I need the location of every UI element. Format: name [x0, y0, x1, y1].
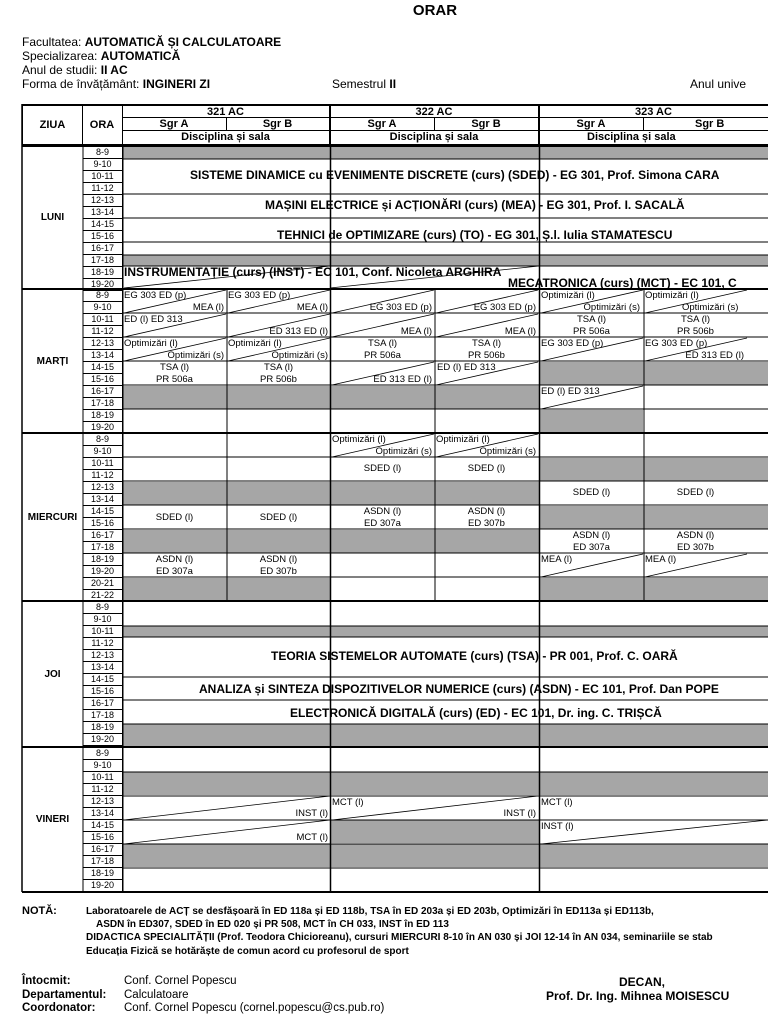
sgr-b-323: Sgr B — [643, 117, 768, 131]
cell-text: MEA (l) — [296, 302, 328, 313]
time-slot: 13-14 — [83, 808, 123, 820]
cell-text: ASDN (l) — [676, 530, 715, 541]
time-slot: 11-12 — [83, 638, 123, 650]
note-line-4: Educația Fizică se hotărăște de comun acord cu profesorul de sport — [86, 946, 409, 957]
cell-text: ED 313 ED (l) — [373, 374, 432, 385]
cell-text: PR 506b — [677, 326, 714, 337]
cell-text: TSA (l) — [576, 314, 607, 325]
time-slot: 11-12 — [83, 784, 123, 796]
group-322: 322 AC — [330, 104, 540, 118]
intocmit-value: Conf. Cornel Popescu — [124, 975, 237, 987]
cell-text: ED (l) ED 313 — [124, 314, 183, 325]
time-slot: 17-18 — [83, 255, 123, 267]
cell-text: Optimizări (s) — [583, 302, 640, 313]
time-slot: 16-17 — [83, 698, 123, 710]
cell-text: ED (l) ED 313 — [437, 362, 496, 373]
cell-text: MCT (l) — [541, 797, 573, 808]
time-slot: 15-16 — [83, 832, 123, 844]
cell-text: SDED (l) — [363, 463, 402, 474]
time-slot: 10-11 — [83, 458, 123, 470]
cell-text: TSA (l) — [159, 362, 190, 373]
time-slot: 9-10 — [83, 159, 123, 171]
cell-text: EG 303 ED (p) — [124, 290, 187, 301]
time-slot: 12-13 — [83, 796, 123, 808]
time-slot: 8-9 — [83, 434, 123, 446]
time-slot: 14-15 — [83, 362, 123, 374]
time-slot: 15-16 — [83, 231, 123, 243]
time-slot: 13-14 — [83, 350, 123, 362]
time-slot: 18-19 — [83, 554, 123, 566]
time-slot: 19-20 — [83, 279, 123, 291]
cell-text: Optimizări (l) — [124, 338, 178, 349]
cell-text: Optimizări (s) — [271, 350, 328, 361]
dept-label: Departamentul: — [22, 989, 107, 1001]
grid-line — [541, 820, 768, 844]
time-slot: 9-10 — [83, 446, 123, 458]
time-slot: 18-19 — [83, 722, 123, 734]
time-slot: 13-14 — [83, 207, 123, 219]
cell-text: MCT (l) — [332, 797, 364, 808]
cell-text: ED 307b — [260, 566, 297, 577]
time-slot: 21-22 — [83, 590, 123, 602]
cell-text: ED 307b — [677, 542, 714, 553]
cell-text: Optimizări (l) — [228, 338, 282, 349]
cell-text: SDED (l) — [572, 487, 611, 498]
course-asdn: ANALIZA și SINTEZA DISPOZITIVELOR NUMERICE (curs) (ASDN) - EC 101, Prof. Dan POPE — [199, 682, 719, 696]
cell-text: MEA (l) — [192, 302, 224, 313]
time-slot: 16-17 — [83, 386, 123, 398]
intocmit-label: Întocmit: — [22, 975, 71, 987]
sgr-b-321: Sgr B — [226, 117, 331, 131]
disc-322: Disciplina și sala — [330, 130, 540, 146]
cell-text: ASDN (l) — [572, 530, 611, 541]
cell-text: Optimizări (l) — [332, 434, 386, 445]
cell-text: TSA (l) — [367, 338, 398, 349]
cell-text: PR 506b — [468, 350, 505, 361]
decan-name: Prof. Dr. Ing. Mihnea MOISESCU — [546, 989, 730, 1003]
time-slot: 13-14 — [83, 494, 123, 506]
time-slot: 16-17 — [83, 530, 123, 542]
disc-323: Disciplina și sala — [539, 130, 768, 146]
note-line-2: ASDN în ED307, SDED în ED 020 și PR 508, MCT în CH 033, INST în ED 113 — [96, 919, 449, 930]
cell-text: MEA (l) — [504, 326, 536, 337]
cell-text: ED 307a — [156, 566, 193, 577]
time-slot: 10-11 — [83, 772, 123, 784]
time-slot: 14-15 — [83, 674, 123, 686]
cell-text: SDED (l) — [155, 512, 194, 523]
time-slot: 15-16 — [83, 374, 123, 386]
time-slot: 10-11 — [83, 171, 123, 183]
time-slot: 12-13 — [83, 650, 123, 662]
cell-text: MEA (l) — [645, 554, 677, 565]
cell-text: ASDN (l) — [363, 506, 402, 517]
col-ziua: ZIUA — [22, 104, 83, 146]
time-slot: 14-15 — [83, 219, 123, 231]
cell-text: ED 307b — [468, 518, 505, 529]
form-value: INGINERI ZI — [142, 77, 211, 91]
cell-text: TSA (l) — [680, 314, 711, 325]
note-label: NOTĂ: — [22, 905, 57, 917]
cell-text: MEA (l) — [400, 326, 432, 337]
time-slot: 11-12 — [83, 183, 123, 195]
spec-value: AUTOMATICĂ — [100, 49, 181, 63]
time-slot: 10-11 — [83, 626, 123, 638]
course-sded: SISTEME DINAMICE cu EVENIMENTE DISCRETE (curs) (SDED) - EG 301, Prof. Simona CARA — [190, 168, 720, 182]
day-joi: JOI — [44, 668, 61, 680]
day-luni: LUNI — [40, 212, 65, 223]
time-slot: 10-11 — [83, 314, 123, 326]
time-slot: 9-10 — [83, 302, 123, 314]
cell-text: ED 307a — [364, 518, 401, 529]
time-slot: 16-17 — [83, 844, 123, 856]
cell-text: Optimizări (s) — [479, 446, 536, 457]
cell-text: ED 307a — [573, 542, 610, 553]
cell-text: Optimizări (s) — [682, 302, 739, 313]
faculty-value: AUTOMATICĂ ȘI CALCULATOARE — [84, 35, 282, 49]
page-title: ORAR — [412, 2, 458, 19]
time-slot: 15-16 — [83, 518, 123, 530]
time-slot: 19-20 — [83, 734, 123, 746]
coord-label: Coordonator: — [22, 1002, 96, 1014]
time-slot: 8-9 — [83, 147, 123, 159]
cell-text: SDED (l) — [676, 487, 715, 498]
semester-label: Semestrul — [332, 77, 387, 91]
time-slot: 18-19 — [83, 267, 123, 279]
time-slot: 11-12 — [83, 326, 123, 338]
course-to: TEHNICI de OPTIMIZARE (curs) (TO) - EG 301, Ș.l. Iulia STAMATESCU — [277, 228, 673, 242]
course-mct: MECATRONICA (curs) (MCT) - EC 101, C — [508, 276, 737, 290]
cell-text: Optimizări (l) — [645, 290, 699, 301]
disc-321: Disciplina și sala — [122, 130, 331, 146]
cell-text: INST (l) — [503, 808, 536, 819]
form-label: Forma de învățământ: — [22, 77, 140, 91]
sgr-a-322: Sgr A — [330, 117, 435, 131]
course-tsa: TEORIA SISTEMELOR AUTOMATE (curs) (TSA) - PR 001, Prof. C. OARĂ — [271, 649, 678, 663]
cell-text: MCT (l) — [296, 832, 328, 843]
cell-text: SDED (l) — [467, 463, 506, 474]
day-marti: MARȚI — [36, 355, 69, 367]
course-ed: ELECTRONICĂ DIGITALĂ (curs) (ED) - EC 101, Dr. ing. C. TRIȘCĂ — [290, 706, 662, 720]
year-label: Anul de studii: — [22, 63, 98, 77]
sgr-b-322: Sgr B — [434, 117, 540, 131]
cell-text: Optimizări (s) — [167, 350, 224, 361]
cell-text: INST (l) — [541, 821, 574, 832]
group-321: 321 AC — [122, 104, 331, 118]
cell-text: SDED (l) — [259, 512, 298, 523]
note-line-3: DIDACTICA SPECIALITĂȚII (Prof. Teodora Chicioreanu), cursuri MIERCURI 8-10 în AN 030 și JOI 12-14 în AN 034, seminariile se stab — [86, 932, 713, 943]
day-vineri: VINERI — [35, 814, 70, 825]
cell-text: EG 303 ED (p) — [541, 338, 604, 349]
time-slot: 19-20 — [83, 566, 123, 578]
cell-text: TSA (l) — [263, 362, 294, 373]
time-slot: 8-9 — [83, 748, 123, 760]
cell-text: TSA (l) — [471, 338, 502, 349]
time-slot: 15-16 — [83, 686, 123, 698]
time-slot: 12-13 — [83, 338, 123, 350]
time-slot: 12-13 — [83, 482, 123, 494]
semester-value: II — [389, 77, 397, 91]
cell-text: ED (l) ED 313 — [541, 386, 600, 397]
cell-text: ED 313 ED (l) — [685, 350, 744, 361]
time-slot: 19-20 — [83, 880, 123, 892]
col-ora: ORA — [82, 104, 123, 146]
spec-label: Specializarea: — [22, 49, 98, 63]
time-slot: 18-19 — [83, 868, 123, 880]
cell-text: Optimizări (s) — [375, 446, 432, 457]
note-line-1: Laboratoarele de ACȚ se desfășoară în ED 118a și ED 118b, TSA în ED 203a și ED 203b, Optimizări în ED113a și ED113b, — [86, 906, 654, 917]
time-slot: 20-21 — [83, 578, 123, 590]
cell-text: PR 506b — [260, 374, 297, 385]
time-slot: 11-12 — [83, 470, 123, 482]
group-323: 323 AC — [539, 104, 768, 118]
decan-label: DECAN, — [619, 975, 666, 989]
time-slot: 19-20 — [83, 422, 123, 434]
cell-text: PR 506a — [364, 350, 401, 361]
cell-text: INST (l) — [295, 808, 328, 819]
year-value: II AC — [100, 63, 128, 77]
time-slot: 16-17 — [83, 243, 123, 255]
cell-text: Optimizări (l) — [541, 290, 595, 301]
time-slot: 9-10 — [83, 614, 123, 626]
dept-value: Calculatoare — [124, 989, 189, 1001]
time-slot: 17-18 — [83, 710, 123, 722]
univ-year-label: Anul unive — [690, 77, 747, 91]
time-slot: 8-9 — [83, 290, 123, 302]
time-slot: 17-18 — [83, 542, 123, 554]
sgr-a-321: Sgr A — [122, 117, 227, 131]
time-slot: 9-10 — [83, 760, 123, 772]
time-slot: 14-15 — [83, 820, 123, 832]
cell-text: ASDN (l) — [259, 554, 298, 565]
course-mea: MAȘINI ELECTRICE și ACȚIONĂRI (curs) (MEA) - EG 301, Prof. I. SACALĂ — [265, 198, 685, 212]
course-inst: INSTRUMENTAȚIE (curs) (INST) - EC 101, Conf. Nicoleta ARGHIRA — [124, 265, 502, 279]
day-miercuri: MIERCURI — [27, 511, 78, 523]
cell-text: EG 303 ED (p) — [228, 290, 291, 301]
time-slot: 17-18 — [83, 398, 123, 410]
coord-value: Conf. Cornel Popescu (cornel.popescu@cs.pub.ro) — [124, 1002, 385, 1014]
cell-text: ASDN (l) — [155, 554, 194, 565]
cell-text: EG 303 ED (p) — [645, 338, 708, 349]
time-slot: 17-18 — [83, 856, 123, 868]
time-slot: 8-9 — [83, 602, 123, 614]
cell-text: ED 313 ED (l) — [269, 326, 328, 337]
time-slot: 14-15 — [83, 506, 123, 518]
time-slot: 12-13 — [83, 195, 123, 207]
cell-text: Optimizări (l) — [436, 434, 490, 445]
cell-text: PR 506a — [156, 374, 193, 385]
cell-text: ASDN (l) — [467, 506, 506, 517]
cell-text: MEA (l) — [541, 554, 573, 565]
faculty-label: Facultatea: — [22, 35, 82, 49]
sgr-a-323: Sgr A — [539, 117, 644, 131]
time-slot: 18-19 — [83, 410, 123, 422]
cell-text: EG 303 ED (p) — [369, 302, 432, 313]
cell-text: PR 506a — [573, 326, 610, 337]
cell-text: EG 303 ED (p) — [473, 302, 536, 313]
time-slot: 13-14 — [83, 662, 123, 674]
